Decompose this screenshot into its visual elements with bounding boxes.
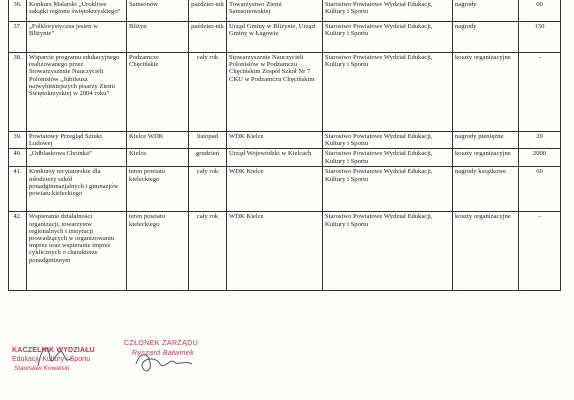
organizer-cell: Urząd Gminy w Bliżynie, Urząd Gminy w Łagowie xyxy=(227,22,323,53)
organizer-cell: Urząd Wojewódzki w Kielcach xyxy=(227,149,323,167)
responsible-office-cell: Starostwo Powiatowe Wydział Edukacji, Kultury i Sportu xyxy=(323,132,453,149)
event-name-cell: Konkursy recytatorskie dla młodzieży szkół ponadgimnazjalnych i gimnazjów powiatu kieleckiego xyxy=(27,167,127,212)
amount-cell: 2000 xyxy=(519,149,561,167)
responsible-office-cell: Starostwo Powiatowe Wydział Edukacji, Kultury i Sportu xyxy=(323,22,453,53)
responsible-office-cell: Starostwo Powiatowe Wydział Edukacji, Kultury i Sportu xyxy=(323,0,453,22)
signature-right-icon xyxy=(130,346,200,380)
stamp-name: Stanisław Kowalski xyxy=(14,365,70,372)
organizer-cell: WDK Kielce xyxy=(227,132,323,149)
event-name-cell: Wspieranie działalności organizacji, towarzystw regionalnych i instytucji prowadzących w organizowaniu imprez oraz wspieranie imprez cyklicznych o charakterze ponadgminnym xyxy=(27,212,127,291)
table-row xyxy=(9,212,561,291)
event-name-cell: Wsparcie programu edukacyjnego realizowanego przez Stowarzyszenie Nauczycieli Polonistów „Jubileusz najwybitniejszych pisarzy Ziemi Świętokrzyskiej w 2004 roku” xyxy=(27,53,127,132)
event-name-cell: „Odblaskowa Choinka” xyxy=(27,149,127,167)
event-date-cell: paździer-nik xyxy=(189,22,227,53)
funding-form-cell: nagrody xyxy=(453,0,519,22)
event-date-cell: paździer-nik xyxy=(189,0,227,22)
amount-cell: - xyxy=(519,53,561,132)
funding-form-cell: nagrody pieniężne xyxy=(453,132,519,149)
event-date-cell: cały rok xyxy=(189,53,227,132)
funding-form-cell: nagrody książkowe xyxy=(453,167,519,212)
event-place-cell: Kielce xyxy=(127,149,189,167)
table-row xyxy=(9,53,561,132)
event-date-cell: cały rok xyxy=(189,167,227,212)
signature-left-icon xyxy=(28,338,78,374)
event-place-cell: teren powiatu kieleckiego xyxy=(127,212,189,291)
row-number-cell: 42. xyxy=(9,212,27,291)
row-number-cell: 38. xyxy=(9,53,27,132)
amount-cell: 20 xyxy=(519,132,561,149)
table-row xyxy=(9,0,561,22)
amount-cell: 150 xyxy=(519,22,561,53)
row-number-cell: 40. xyxy=(9,149,27,167)
organizer-cell: WDK Kielce xyxy=(227,167,323,212)
stamp-title: CZŁONEK ZARZĄDU xyxy=(124,340,199,347)
stamp-name: Ryszard Bałwinek xyxy=(132,350,195,357)
event-place-cell: Podzamcze Chęcińskie xyxy=(127,53,189,132)
stamp-department: Edukacji, Kultury i Sportu xyxy=(12,356,91,363)
amount-cell: 60 xyxy=(519,167,561,212)
row-number-cell: 41. xyxy=(9,167,27,212)
funding-form-cell: nagrody xyxy=(453,22,519,53)
organizer-cell: WDK Kielce xyxy=(227,212,323,291)
event-date-cell: cały rok xyxy=(189,212,227,291)
table-row xyxy=(9,132,561,149)
organizer-cell: Stowarzyszenie Nauczycieli Polonistów w Podzamczu Chęcińskim Zespół Szkół Nr 7 CKU w Podzamczu Chęcińskim xyxy=(227,53,323,132)
responsible-office-cell: Starostwo Powiatowe Wydział Edukacji, Kultury i Sportu xyxy=(323,212,453,291)
row-number-cell: 37. xyxy=(9,22,27,53)
events-table xyxy=(8,0,561,291)
row-number-cell: 39. xyxy=(9,132,27,149)
event-date-cell: listopad xyxy=(189,132,227,149)
event-name-cell: Konkurs Malarski „Urokliwe zakątki regionu świętokrzyskiego” xyxy=(27,0,127,22)
responsible-office-cell: Starostwo Powiatowe Wydział Edukacji, Kultury i Sportu xyxy=(323,167,453,212)
table-row xyxy=(9,22,561,53)
event-place-cell: Kielce WDK xyxy=(127,132,189,149)
responsible-office-cell: Starostwo Powiatowe Wydział Edukacji, Kultury i Sportu xyxy=(323,53,453,132)
responsible-office-cell: Starostwo Powiatowe Wydział Edukacji, Kultury i Sportu xyxy=(323,149,453,167)
table-row xyxy=(9,149,561,167)
stamp-title: KACZELNIK WYDZIAŁU xyxy=(12,347,95,354)
amount-cell: 60 xyxy=(519,0,561,22)
event-place-cell: Bliżyn xyxy=(127,22,189,53)
event-name-cell: „Folklorystyczna jesień w Bliżynie” xyxy=(27,22,127,53)
organizer-cell: Towarzystwo Ziemi Samsonowskiej xyxy=(227,0,323,22)
event-place-cell: Samsonów xyxy=(127,0,189,22)
table-row xyxy=(9,167,561,212)
event-date-cell: grudzień xyxy=(189,149,227,167)
amount-cell: - xyxy=(519,212,561,291)
funding-form-cell: koszty organizacyjne xyxy=(453,53,519,132)
funding-form-cell: koszty organizacyjne xyxy=(453,149,519,167)
funding-form-cell: koszty organizacyjne xyxy=(453,212,519,291)
event-name-cell: Powiatowy Przegląd Sztuki Ludowej xyxy=(27,132,127,149)
event-place-cell: teren powiatu kieleckiego xyxy=(127,167,189,212)
row-number-cell: 36. xyxy=(9,0,27,22)
